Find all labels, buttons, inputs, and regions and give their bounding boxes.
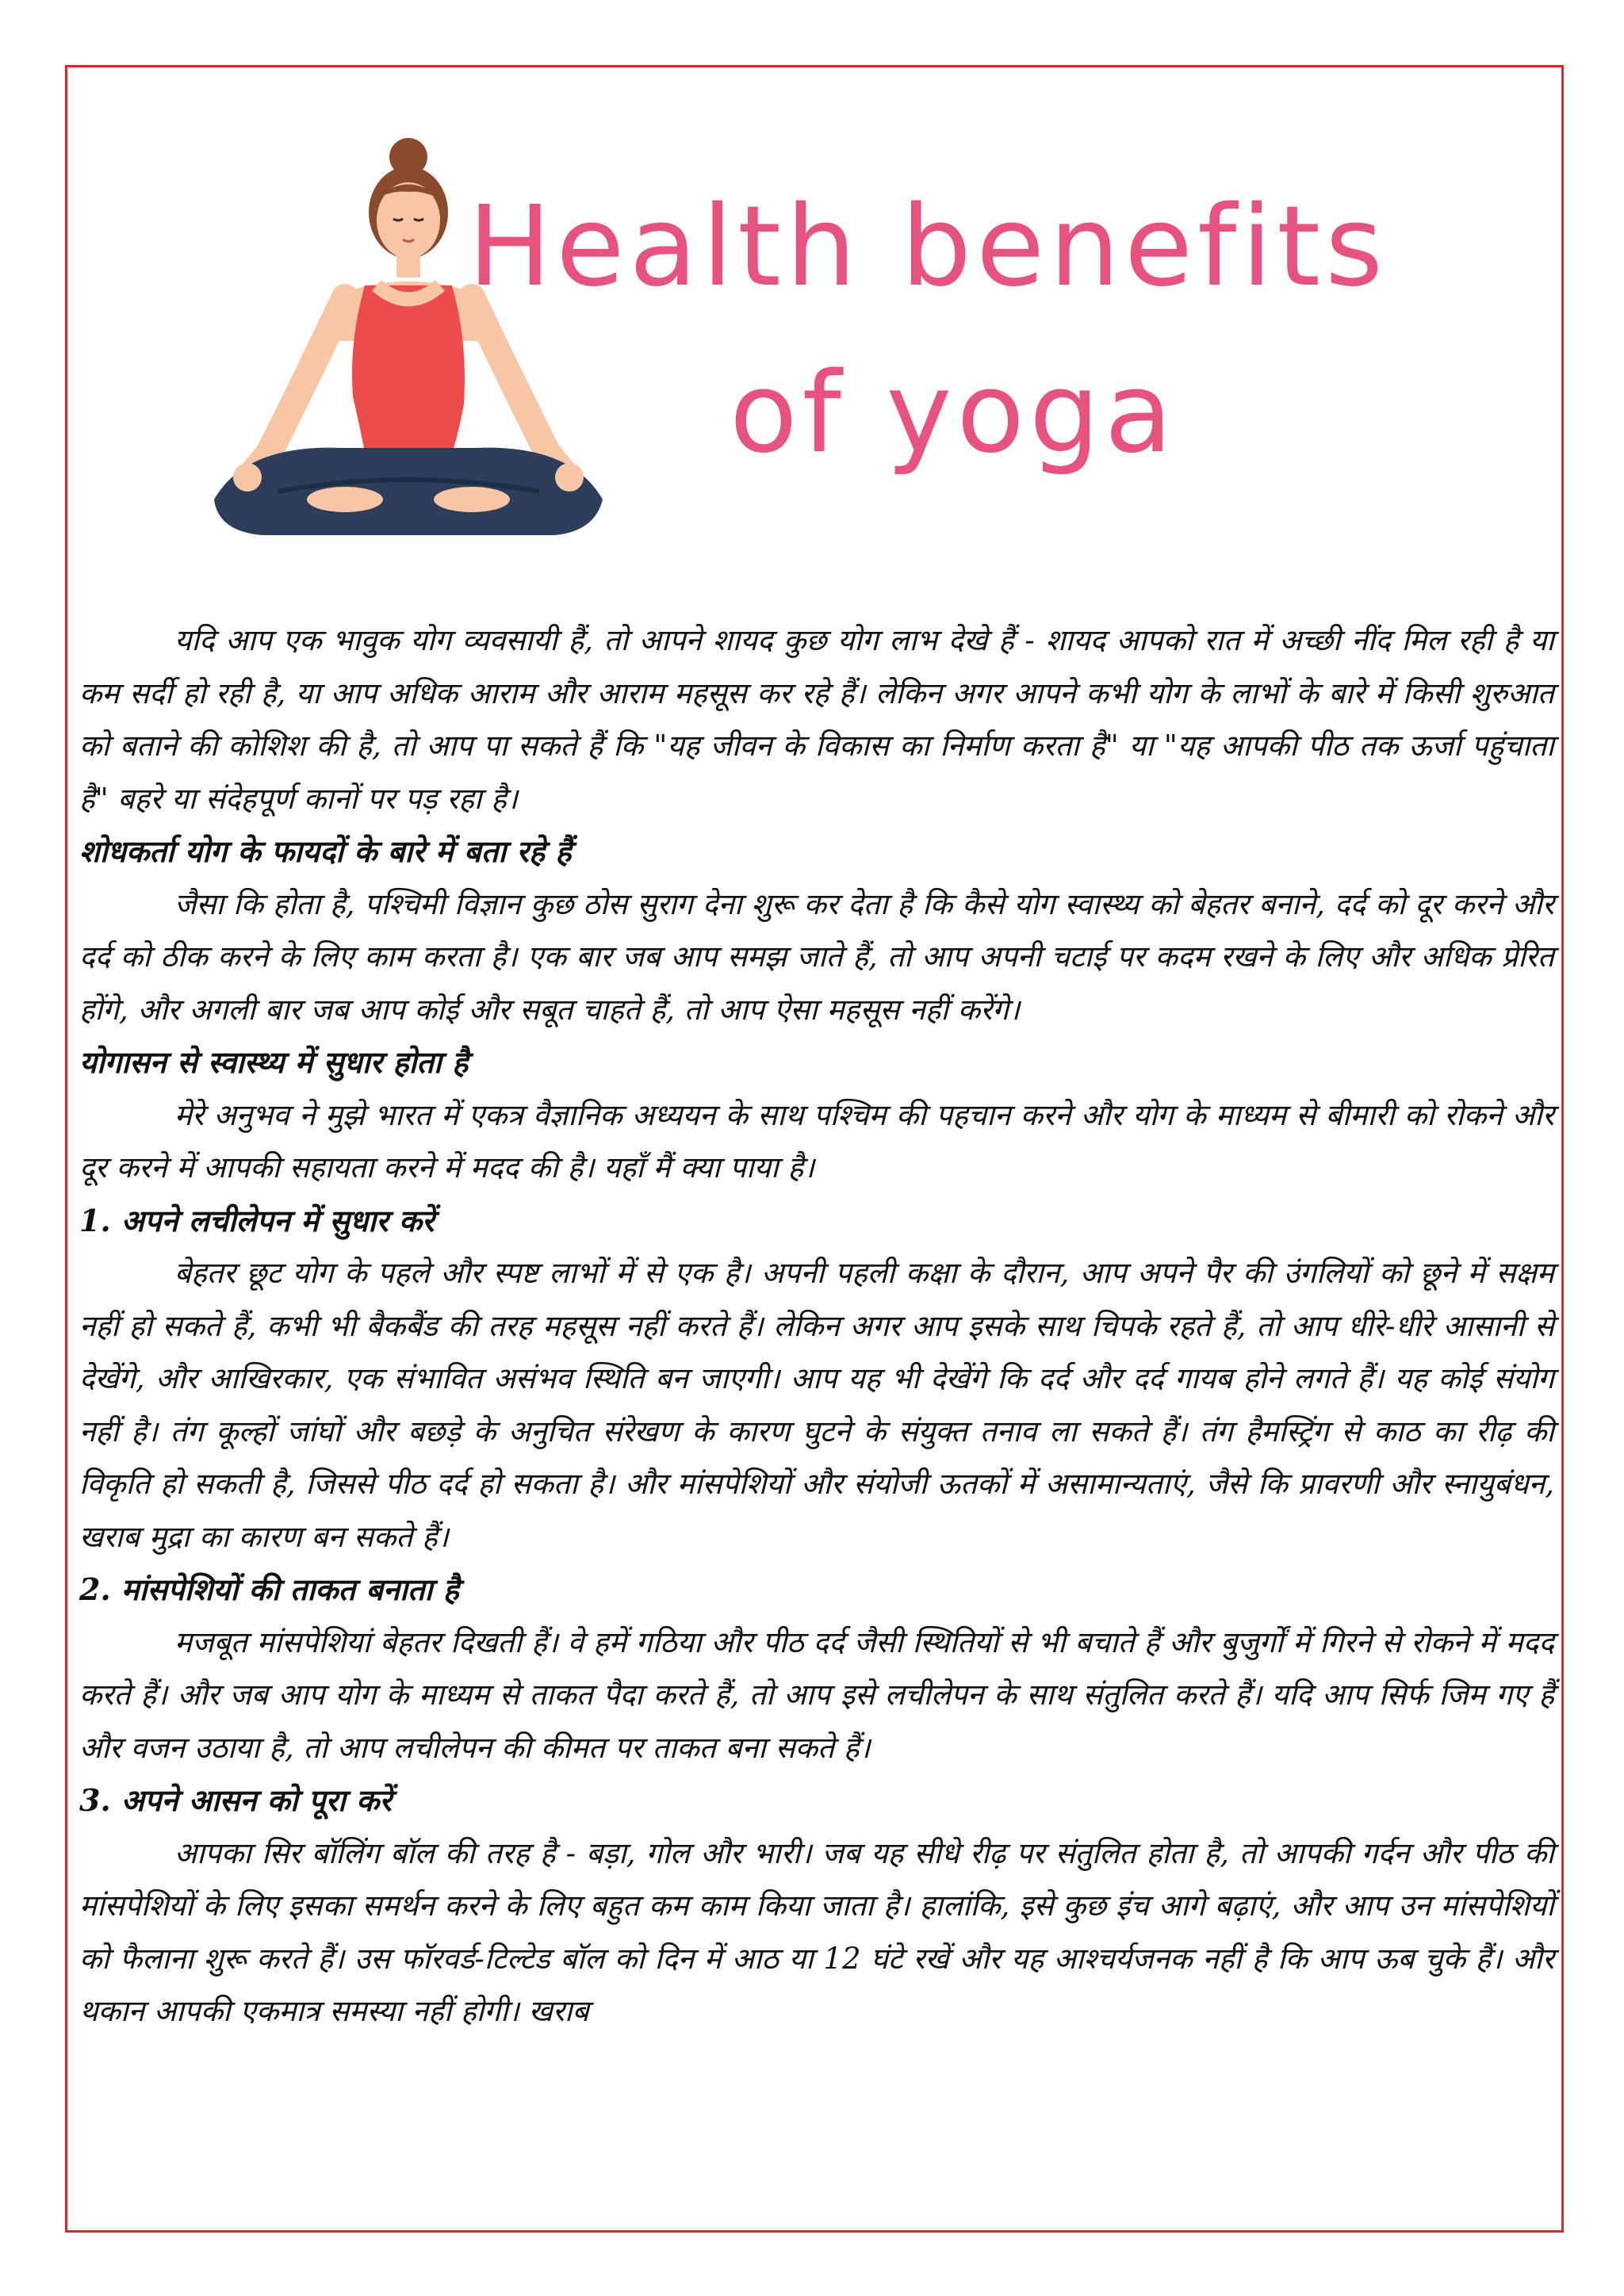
article-body <box>79 614 1554 2038</box>
section-paragraph-researchers: जैसा कि होता है, पश्चिमी विज्ञान कुछ ठोस सुराग देना शुरू कर देता है कि कैसे योग स्वास्थ्य को बेहतर बनाने, दर्द को दूर करने और दर्द को ठीक करने के लिए काम करता है। एक बार जब आप समझ जाते हैं, तो आप अपनी चटाई पर कदम रखने के लिए और अधिक प्रेरित होंगे, और अगली बार जब आप कोई और सबूत चाहते हैं, तो आप ऐसा महसूस नहीं करेंगे। <box>79 886 1554 1027</box>
section-heading-posture: 3. अपने आसन को पूरा करें <box>79 1782 392 1818</box>
section-heading-strength: 2. मांसपेशियों की ताकत बनाता है <box>79 1571 459 1607</box>
section-paragraph-strength: मजबूत मांसपेशियां बेहतर दिखती हैं। वे हमें गठिया और पीठ दर्द जैसी स्थितियों से भी बचाते हैं और बुजुर्गों में गिरने से रोकने में मदद करते हैं। और जब आप योग के माध्यम से ताकत पैदा करते हैं, तो आप इसे लचीलेपन के साथ संतुलित करते हैं। यदि आप सिर्फ जिम गए हैं और वजन उठाया है, तो आप लचीलेपन की कीमत पर ताकत बना सकते हैं। <box>79 1624 1554 1765</box>
hero-banner <box>182 135 1451 579</box>
hero-title-line1: Health benefits <box>468 182 1388 312</box>
hero-title-line2: of yoga <box>730 349 1178 478</box>
section-heading-health: योगासन से स्वास्थ्य में सुधार होता है <box>79 1044 469 1080</box>
section-heading-researchers: शोधकर्ता योग के फायदों के बारे में बता रहे हैं <box>79 833 572 869</box>
section-paragraph-posture: आपका सिर बॉलिंग बॉल की तरह है - बड़ा, गोल और भारी। जब यह सीधे रीढ़ पर संतुलित होता है, तो आपकी गर्दन और पीठ की मांसपेशियों के लिए इसका समर्थन करने के लिए बहुत कम काम किया जाता है। हालांकि, इसे कुछ इंच आगे बढ़ाएं, और आप उन मांसपेशियों को फैलाना शुरू करते हैं। उस फॉरवर्ड-टिल्टेड बॉल को दिन में आठ या 12 घंटे रखें और यह आश्चर्यजनक नहीं है कि आप ऊब चुके हैं। और थकान आपकी एकमात्र समस्या नहीं होगी। खराब <box>79 1835 1554 2028</box>
section-heading-flexibility: 1. अपने लचीलेपन में सुधार करें <box>79 1202 435 1238</box>
intro-paragraph: यदि आप एक भावुक योग व्यवसायी हैं, तो आपने शायद कुछ योग लाभ देखे हैं - शायद आपको रात में अच्छी नींद मिल रही है या कम सर्दी हो रही है, या आप अधिक आराम और आराम महसूस कर रहे हैं। लेकिन अगर आपने कभी योग के लाभों के बारे में किसी शुरुआत को बताने की कोशिश की है, तो आप पा सकते हैं कि "यह जीवन के विकास का निर्माण करता है" या "यह आपकी पीठ तक ऊर्जा पहुंचाता है" बहरे या संदेहपूर्ण कानों पर पड़ रहा है। <box>79 623 1554 816</box>
section-paragraph-health: मेरे अनुभव ने मुझे भारत में एकत्र वैज्ञानिक अध्ययन के साथ पश्चिम की पहचान करने और योग के माध्यम से बीमारी को रोकने और दूर करने में आपकी सहायता करने में मदद की है। यहाँ मैं क्या पाया है। <box>79 1097 1554 1184</box>
section-paragraph-flexibility: बेहतर छूट योग के पहले और स्पष्ट लाभों में से एक है। अपनी पहली कक्षा के दौरान, आप अपने पैर की उंगलियों को छूने में सक्षम नहीं हो सकते हैं, कभी भी बैकबैंड की तरह महसूस नहीं करते हैं। लेकिन अगर आप इसके साथ चिपके रहते हैं, तो आप धीरे-धीरे आसानी से देखेंगे, और आखिरकार, एक संभावित असंभव स्थिति बन जाएगी। आप यह भी देखेंगे कि दर्द और दर्द गायब होने लगते हैं। यह कोई संयोग नहीं है। तंग कूल्हों जांघों और बछड़े के अनुचित संरेखण के कारण घुटने के संयुक्त तनाव ला सकते हैं। तंग हैमस्ट्रिंग से काठ का रीढ़ की विकृति हो सकती है, जिससे पीठ दर्द हो सकता है। और मांसपेशियों और संयोजी ऊतकों में असामान्यताएं, जैसे कि प्रावरणी और स्नायुबंधन, खराब मुद्रा का कारण बन सकते हैं। <box>79 1256 1554 1554</box>
